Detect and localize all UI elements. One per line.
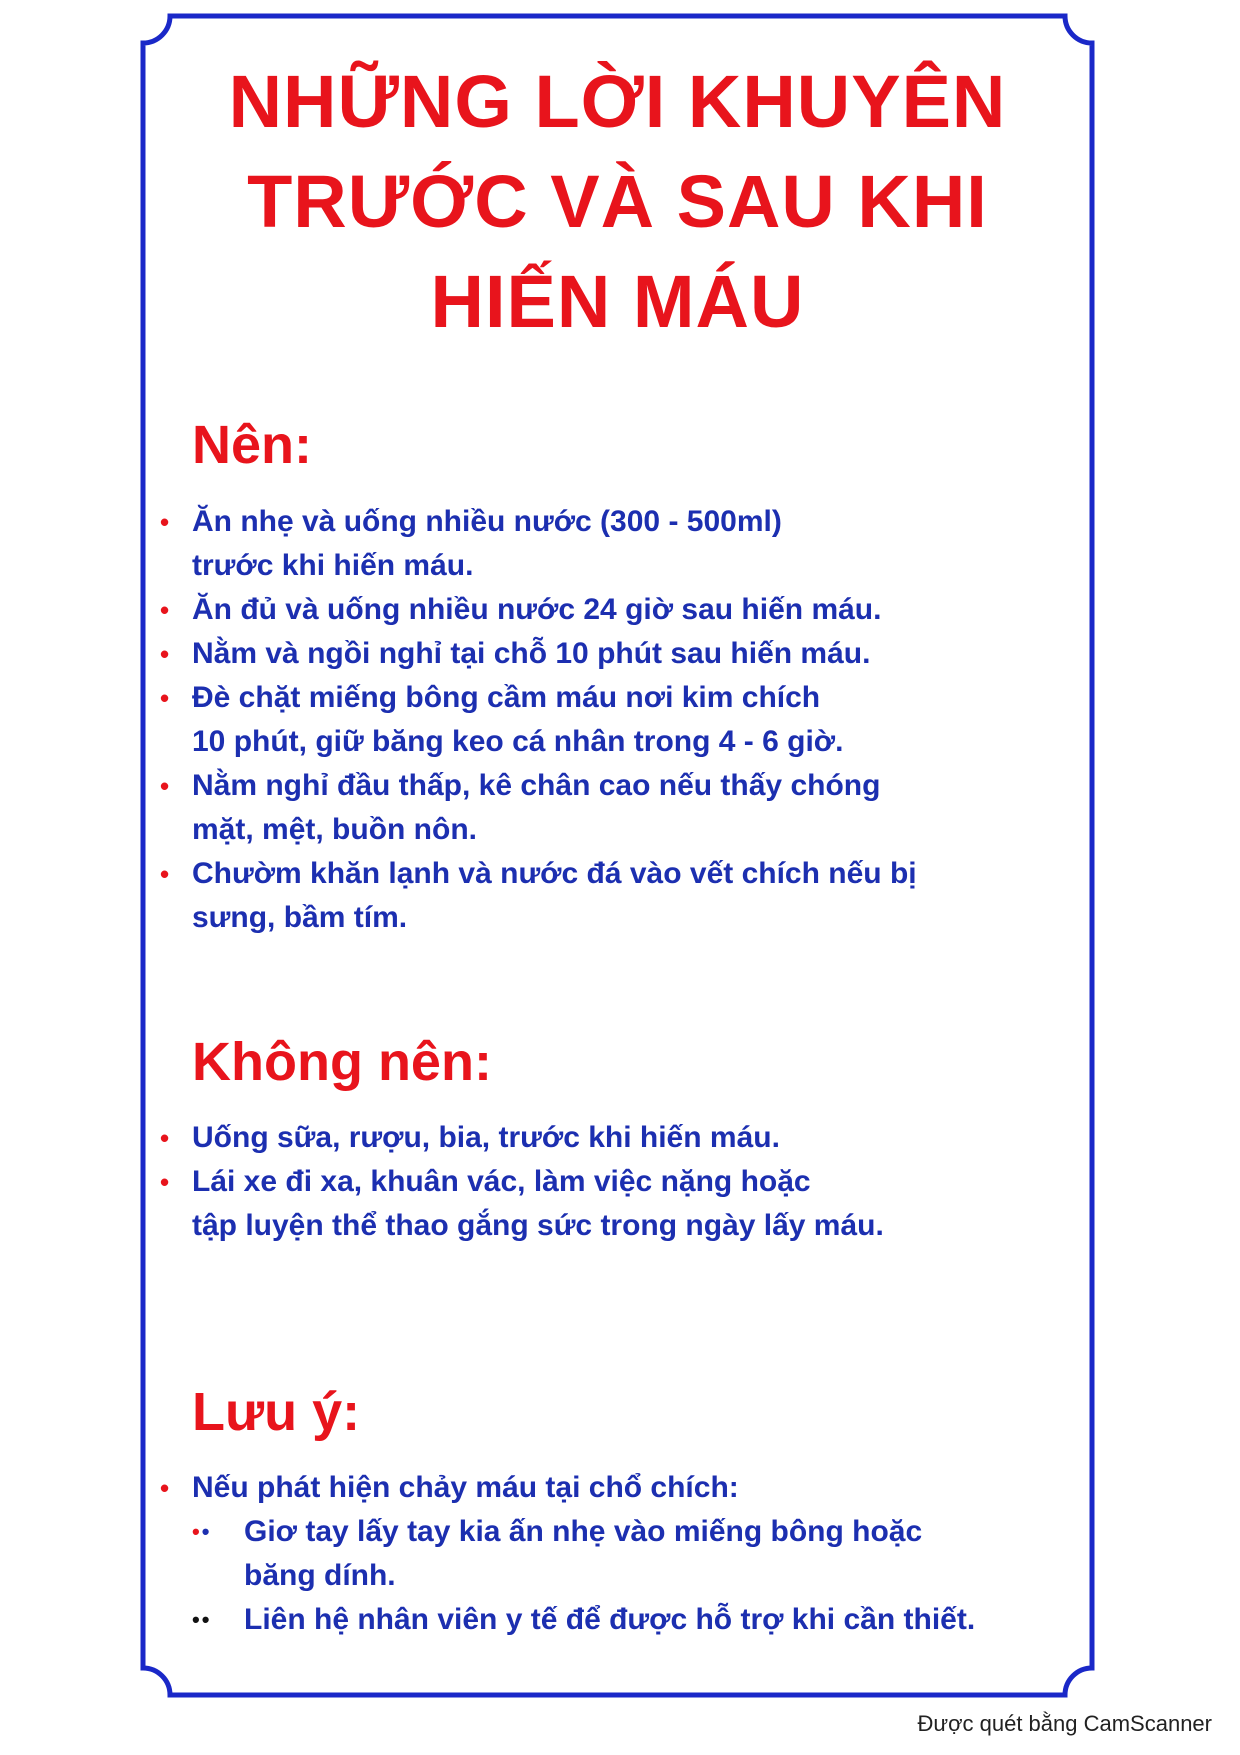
poster-title	[140, 52, 1095, 352]
item-line: tập luyện thể thao gắng sức trong ngày lấy máu.	[192, 1209, 884, 1242]
item-line: Nếu phát hiện chảy máu tại chổ chích:	[192, 1471, 739, 1504]
item-line: Ăn đủ và uống nhiều nước 24 giờ sau hiến máu.	[192, 593, 882, 626]
item-line: Chườm khăn lạnh và nước đá vào vết chích nếu bị	[192, 857, 917, 890]
heading-should-not: Không nên:	[192, 1032, 492, 1092]
bullet-icon: •	[160, 507, 170, 537]
item-line: Ăn nhẹ và uống nhiều nước (300 - 500ml)	[192, 505, 782, 538]
scan-footer: Được quét bằng CamScanner	[917, 1711, 1212, 1736]
item-line: Lái xe đi xa, khuân vác, làm việc nặng hoặc	[192, 1165, 811, 1198]
list-item	[160, 588, 1060, 632]
heading-should: Nên:	[192, 415, 312, 475]
double-dot-icon: ••	[192, 1519, 212, 1544]
bullet-icon: •	[160, 1167, 170, 1197]
list-item	[160, 632, 1060, 676]
item-line: băng dính.	[244, 1559, 396, 1592]
bullet-icon: •	[160, 683, 170, 713]
sublist-item	[192, 1510, 1060, 1598]
item-line: Giơ tay lấy tay kia ấn nhẹ vào miếng bông hoặc	[244, 1515, 923, 1548]
list-item	[160, 852, 1060, 940]
item-line: trước khi hiến máu.	[192, 549, 474, 582]
list-item	[160, 676, 1060, 764]
list-note	[160, 1466, 1060, 1642]
title-line-2: TRƯỚC VÀ SAU KHI	[247, 160, 988, 243]
heading-note: Lưu ý:	[192, 1382, 361, 1442]
item-line: 10 phút, giữ băng keo cá nhân trong 4 - 6 giờ.	[192, 725, 844, 758]
list-item	[160, 764, 1060, 852]
bullet-icon: •	[160, 1123, 170, 1153]
list-item	[160, 1466, 1060, 1642]
bullet-icon: •	[160, 859, 170, 889]
bullet-icon: •	[160, 639, 170, 669]
title-line-1: NHỮNG LỜI KHUYÊN	[228, 60, 1007, 143]
list-item	[160, 500, 1060, 588]
item-line: Nằm và ngồi nghỉ tại chỗ 10 phút sau hiến máu.	[192, 637, 871, 670]
item-line: Đè chặt miếng bông cầm máu nơi kim chích	[192, 681, 821, 714]
bullet-icon: •	[160, 595, 170, 625]
item-line: Liên hệ nhân viên y tế để được hỗ trợ khi cần thiết.	[244, 1603, 976, 1636]
sublist-item	[192, 1598, 1060, 1642]
item-line: Nằm nghỉ đầu thấp, kê chân cao nếu thấy chóng	[192, 769, 881, 802]
item-line: mặt, mệt, buồn nôn.	[192, 813, 477, 846]
bullet-icon: •	[160, 771, 170, 801]
item-line: Uống sữa, rượu, bia, trước khi hiến máu.	[192, 1121, 780, 1154]
list-should-not	[160, 1116, 1060, 1248]
bullet-icon: •	[160, 1473, 170, 1503]
double-dot-icon: ••	[192, 1607, 212, 1632]
list-should	[160, 500, 1060, 940]
list-item	[160, 1116, 1060, 1160]
item-line: sưng, bầm tím.	[192, 901, 408, 934]
sublist-note	[192, 1510, 1060, 1642]
title-line-3: HIẾN MÁU	[430, 260, 805, 343]
list-item	[160, 1160, 1060, 1248]
